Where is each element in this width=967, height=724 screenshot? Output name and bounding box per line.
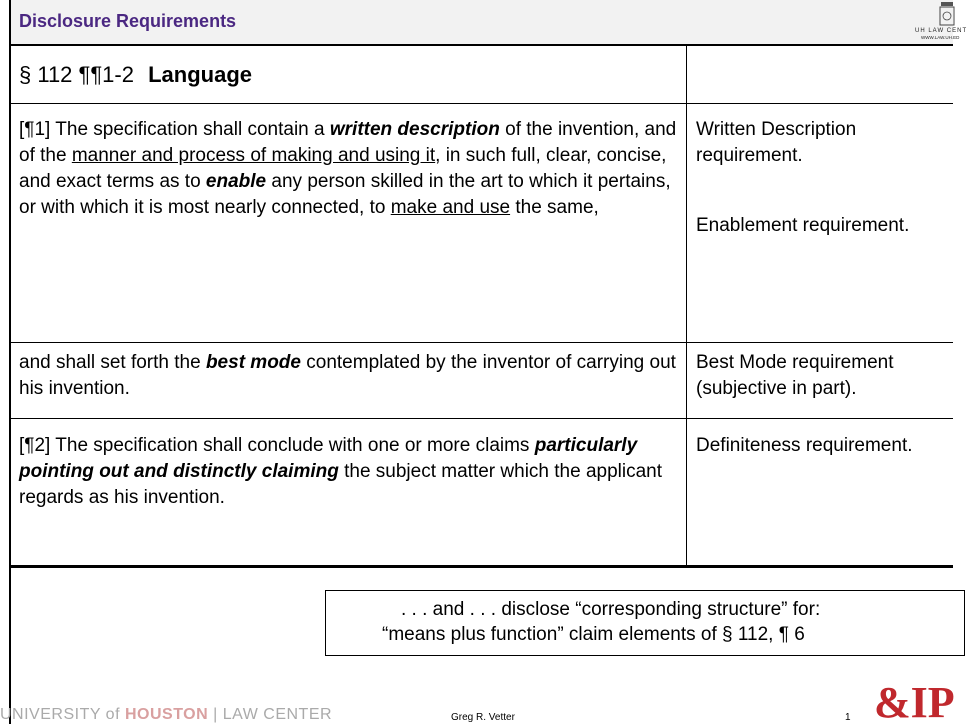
row1-statute-text: [¶1] The specification shall contain a written description of the invention, and of the manner and process of making and using it, in such full, clear, concise, and exact terms as to enable any person skilled in the art to which it pertains, or with which it is most nearly connected, to make and use the same, xyxy=(19,119,677,218)
definiteness-note: Definiteness requirement. xyxy=(696,435,913,456)
making-using-phrase: manner and process of making and using it xyxy=(71,145,436,166)
enable-term: enable xyxy=(205,171,267,192)
heading-cell xyxy=(19,62,252,88)
best-mode-note: Best Mode requirement (subjective in part). xyxy=(696,352,894,399)
make-and-use-phrase: make and use xyxy=(390,197,511,218)
enablement-note: Enablement requirement. xyxy=(696,215,910,236)
callout-line2: “means plus function” claim elements of § 112, ¶ 6 xyxy=(382,624,805,645)
seal-icon xyxy=(939,2,955,26)
best-mode-term: best mode xyxy=(205,352,301,373)
logo-line1: UH LAW CENT xyxy=(915,28,967,34)
ip-logo-text: &IP xyxy=(874,678,955,724)
ip-logo xyxy=(872,675,955,724)
particularly-pointing-term: particularly pointing out and distinctly claiming xyxy=(19,435,638,482)
slide-title: Disclosure Requirements xyxy=(19,11,237,31)
statute-table xyxy=(11,46,953,566)
slide-header xyxy=(11,0,967,46)
row-divider xyxy=(11,418,953,419)
university-footer-logo: UNIVERSITY of HOUSTON | LAW CENTER xyxy=(0,706,333,723)
heading-title: Language xyxy=(148,62,252,87)
section-ref: § 112 ¶¶1-2 xyxy=(19,62,134,87)
section-separator xyxy=(11,565,953,568)
uh-law-center-logo xyxy=(909,2,967,44)
column-divider xyxy=(686,46,687,565)
written-description-term: written description xyxy=(329,119,500,140)
row-divider xyxy=(11,342,953,343)
callout-line1: . . . and . . . disclose “corresponding structure” for: xyxy=(401,599,821,620)
logo-line2: WWW.LAW.UH.ED xyxy=(921,35,960,40)
footer-author: Greg R. Vetter xyxy=(451,712,515,723)
row3-statute-text: [¶2] The specification shall conclude with one or more claims particularly pointing out and distinctly claiming the subject matter which the applicant regards as his invention. xyxy=(19,435,663,508)
row-divider xyxy=(11,103,953,104)
written-description-note: Written Description requirement. xyxy=(696,119,857,166)
callout-box xyxy=(325,590,965,656)
row2-statute-text: and shall set forth the best mode contemplated by the inventor of carrying out his invention. xyxy=(19,352,676,399)
page-number: 1 xyxy=(845,712,851,723)
